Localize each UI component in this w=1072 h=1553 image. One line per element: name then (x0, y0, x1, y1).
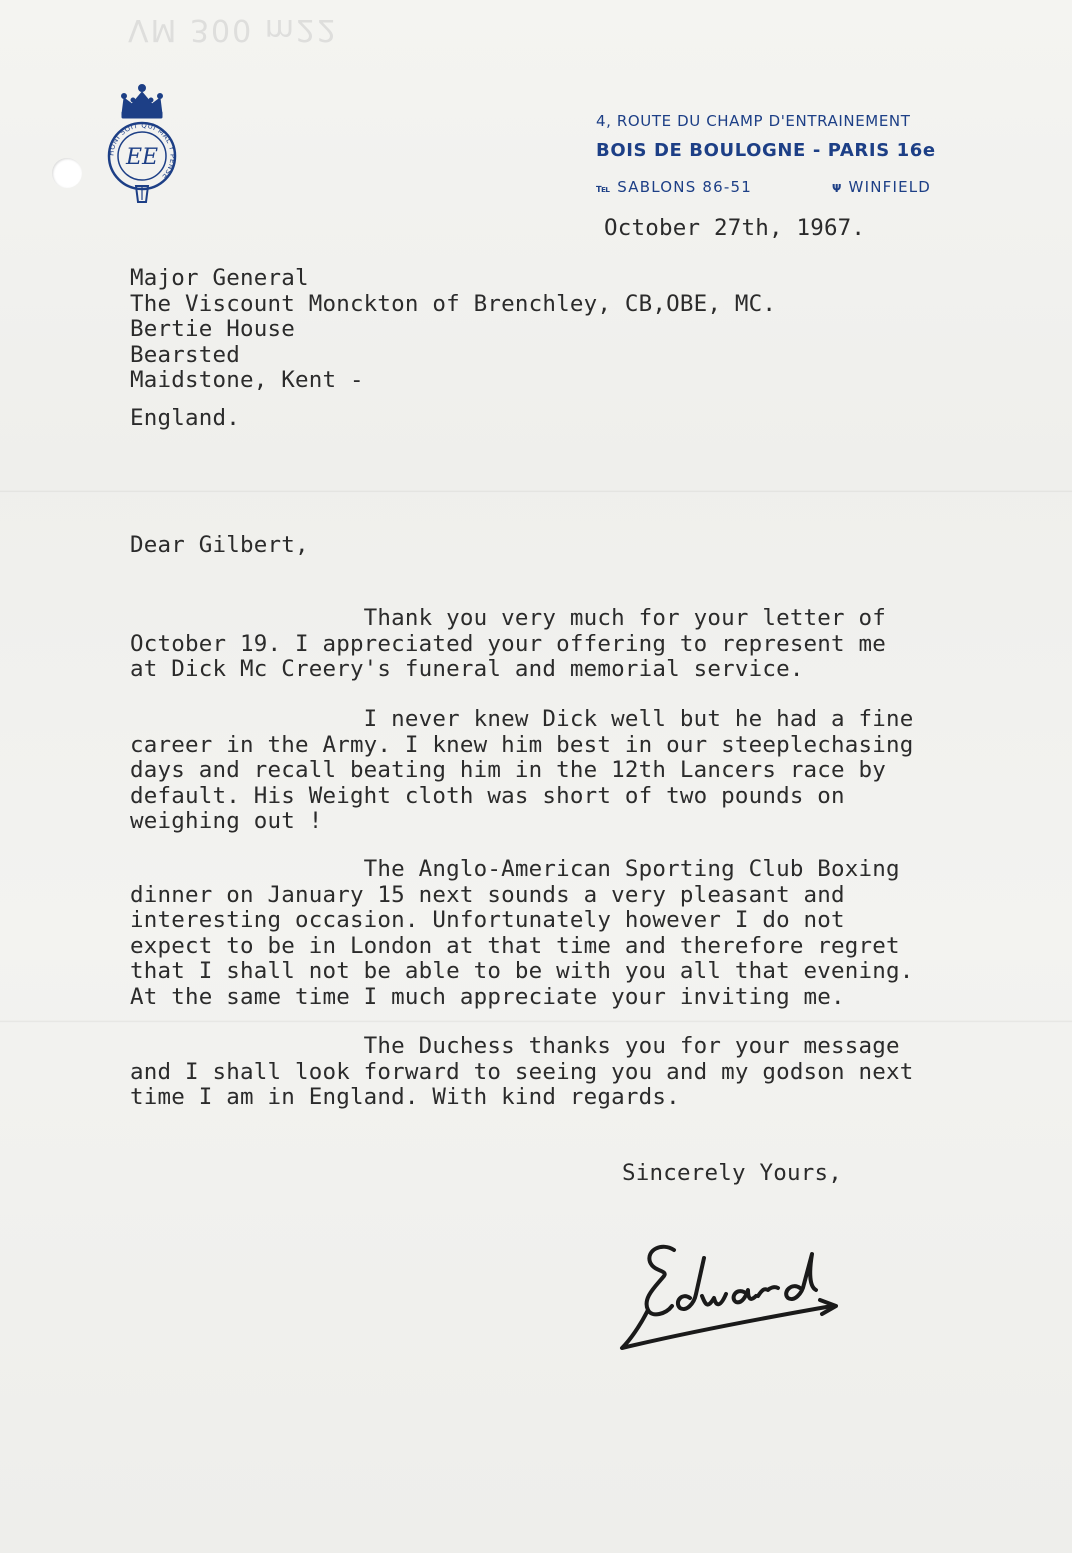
body-line: days and recall beating him in the 12th Lancers race by (130, 757, 887, 783)
letterhead-street: 4, ROUTE DU CHAMP D'ENTRAINEMENT (596, 112, 911, 130)
punch-hole (52, 158, 82, 188)
address-line: Bearsted (130, 341, 240, 368)
letterhead-telegram (832, 178, 931, 196)
address-line: Maidstone, Kent - (130, 367, 364, 393)
body-line: default. His Weight cloth was short of two pounds on (130, 782, 845, 809)
body-line: I never knew Dick well but he had a fine (130, 706, 914, 732)
address-line: The Viscount Monckton of Brenchley, CB,OBE, MC. (130, 290, 777, 317)
salutation: Dear Gilbert, (130, 532, 309, 558)
letterhead-district: BOIS DE BOULOGNE - PARIS 16e (596, 140, 936, 161)
body-line: dinner on January 15 next sounds a very pleasant and (130, 881, 845, 908)
archive-reference-bleedthrough: VM 300 m22 (128, 12, 339, 47)
recipient-address (130, 266, 776, 394)
letter-date: October 27th, 1967. (604, 215, 866, 241)
body-line: and I shall look forward to seeing you and my godson next (130, 1058, 914, 1085)
body-line: expect to be in London at that time and therefore regret (130, 932, 900, 959)
body-line: career in the Army. I knew him best in our steeplechasing (130, 731, 914, 758)
body-paragraph (130, 1034, 914, 1111)
body-line: October 19. I appreciated your offering to represent me (130, 630, 887, 657)
body-line: At the same time I much appreciate your inviting me. (130, 983, 845, 1010)
body-line: weighing out ! (130, 808, 323, 834)
body-line: interesting occasion. Unfortunately however I do not (130, 907, 845, 933)
body-line: The Duchess thanks you for your message (130, 1033, 900, 1059)
telegram-address: WINFIELD (848, 178, 932, 196)
letterhead-phone (596, 178, 752, 196)
body-line: at Dick Mc Creery's funeral and memorial service. (130, 656, 804, 682)
royal-cypher: EE (125, 145, 159, 170)
garter-motto: HONI SOIT QUI MAL Y PENSE (107, 121, 177, 181)
royal-garter-crest-icon (104, 78, 180, 204)
address-line: Bertie House (130, 316, 295, 342)
body-paragraph (130, 857, 914, 1010)
body-line: that I shall not be able to be with you all that evening. (130, 958, 914, 984)
body-line: Thank you very much for your letter of (130, 605, 887, 631)
recipient-country: England. (130, 405, 240, 431)
phone-number: SABLONS 86-51 (617, 178, 752, 196)
paper-fold-line (0, 1020, 1072, 1023)
address-line: Major General (130, 265, 309, 291)
body-paragraph (130, 707, 914, 835)
phone-icon: ℡ (596, 182, 612, 195)
handwritten-signature (612, 1236, 852, 1360)
body-line: time I am in England. With kind regards. (130, 1084, 680, 1110)
telegram-icon: Ψ (832, 182, 843, 195)
body-paragraph (130, 606, 886, 683)
closing: Sincerely Yours, (622, 1160, 842, 1186)
body-line: The Anglo-American Sporting Club Boxing (130, 856, 900, 882)
paper-fold-line (0, 490, 1072, 493)
